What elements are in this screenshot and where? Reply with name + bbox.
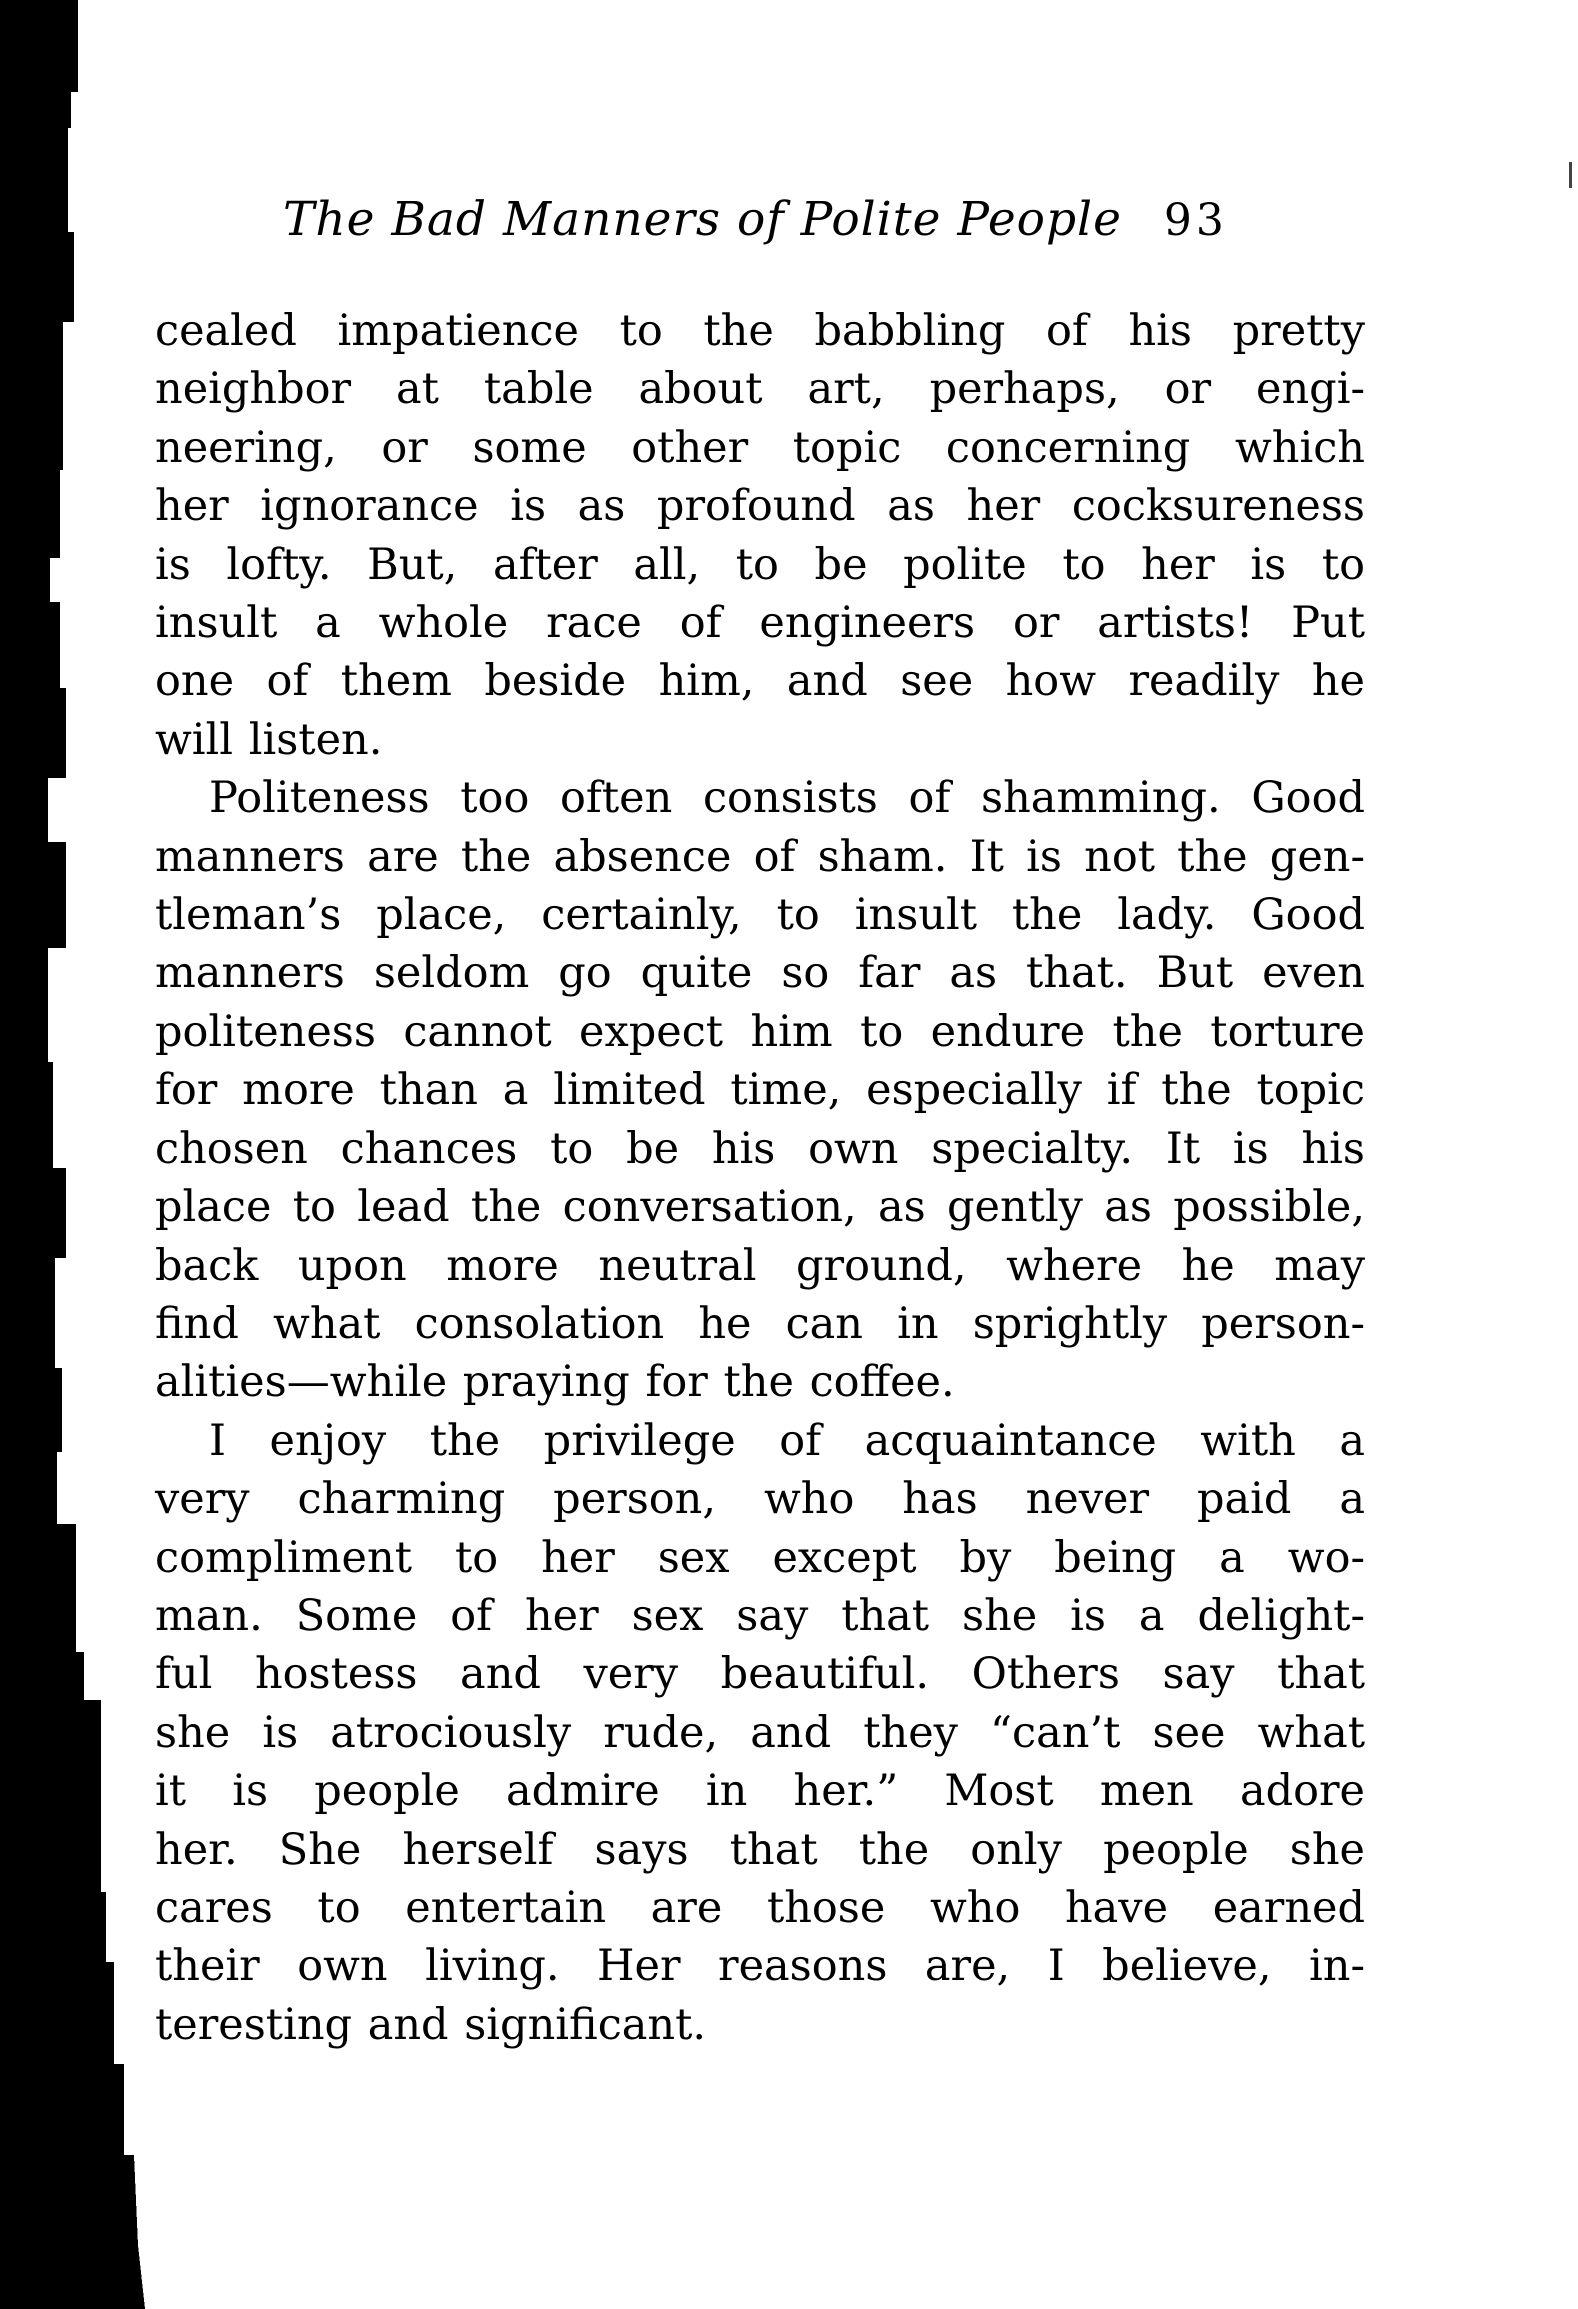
- text-line: her ignorance is as profound as her cocksureness: [155, 481, 1365, 532]
- text-line: she is atrociously rude, and they “can’t see what: [155, 1707, 1365, 1758]
- text-line: insult a whole race of engineers or artists! Put: [155, 598, 1365, 649]
- page-number: 93: [1163, 195, 1228, 246]
- text-line: ful hostess and very beautiful. Others say that: [155, 1649, 1365, 1700]
- text-line: compliment to her sex except by being a wo-: [155, 1532, 1365, 1583]
- text-line: one of them beside him, and see how readily he: [155, 656, 1365, 707]
- text-line: for more than a limited time, especially if the topic: [155, 1065, 1365, 1116]
- text-line: cealed impatience to the babbling of his pretty: [155, 306, 1365, 356]
- text-line: find what consolation he can in sprightly person-: [155, 1298, 1365, 1349]
- paragraph: [155, 302, 1365, 769]
- text-line: cares to entertain are those who have earned: [155, 1882, 1365, 1933]
- text-line: place to lead the conversation, as gently as possible,: [155, 1182, 1365, 1233]
- text-line: chosen chances to be his own specialty. It is his: [155, 1123, 1365, 1174]
- paragraph: [155, 1412, 1365, 2054]
- text-line: their own living. Her reasons are, I believe, in-: [155, 1941, 1365, 1992]
- text-line: manners seldom go quite so far as that. But even: [155, 948, 1365, 999]
- text-line: teresting and significant.: [155, 1999, 707, 2050]
- text-line: tleman’s place, certainly, to insult the lady. Good: [155, 890, 1365, 941]
- text-line: her. She herself says that the only people she: [155, 1824, 1365, 1875]
- text-line: neighbor at table about art, perhaps, or engi-: [155, 364, 1365, 415]
- text-line: Politeness too often consists of shamming. Good: [209, 773, 1365, 824]
- text-line: man. Some of her sex say that she is a delight-: [155, 1590, 1365, 1641]
- page-text: [155, 302, 1365, 2054]
- text-line: is lofty. But, after all, to be polite to her is to: [155, 539, 1365, 590]
- text-line: neering, or some other topic concerning which: [155, 422, 1365, 473]
- running-header-title: The Bad Manners of Polite People: [283, 192, 1122, 247]
- text-line: alities—while praying for the coffee.: [155, 1357, 955, 1408]
- scan-binding-shadow: [0, 0, 160, 2309]
- text-line: will listen.: [155, 714, 383, 765]
- paragraph: [155, 769, 1365, 1411]
- text-line: I enjoy the privilege of acquaintance with a: [209, 1415, 1365, 1466]
- text-line: manners are the absence of sham. It is not the gen-: [155, 831, 1365, 882]
- text-line: very charming person, who has never paid a: [155, 1474, 1365, 1525]
- scan-edge-mark: [1569, 162, 1572, 188]
- text-line: it is people admire in her.” Most men adore: [155, 1766, 1365, 1817]
- text-line: politeness cannot expect him to endure the torture: [155, 1006, 1365, 1057]
- text-line: back upon more neutral ground, where he may: [155, 1240, 1365, 1291]
- running-header: [155, 192, 1365, 247]
